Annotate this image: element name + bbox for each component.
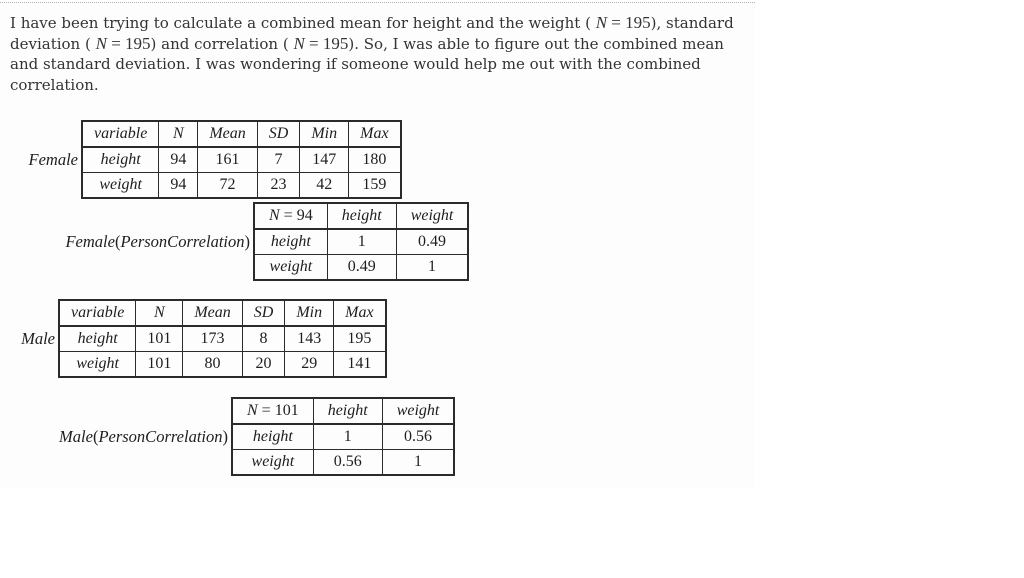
math-symbol: 1 <box>343 428 352 445</box>
table-header-cell <box>198 121 257 147</box>
math-symbol: 0.56 <box>333 453 362 470</box>
table-header-cell <box>300 121 349 147</box>
table-cell <box>257 147 300 173</box>
math-word: N <box>153 304 165 321</box>
female-correlation-table <box>253 202 469 281</box>
table-cell <box>242 326 285 352</box>
table-header-cell <box>59 300 136 326</box>
table-head <box>59 300 386 326</box>
table-header-cell <box>382 398 454 424</box>
math-word: variable <box>71 304 125 321</box>
math-segment: = 195 <box>106 34 151 53</box>
table-cell <box>82 173 159 199</box>
table-cell <box>382 424 454 450</box>
math-symbol: 147 <box>312 151 337 168</box>
math-word: N <box>247 402 258 419</box>
male-stats-label <box>14 329 58 349</box>
table-cell <box>327 229 396 255</box>
female-stats-group <box>14 120 402 199</box>
table-row <box>254 255 468 281</box>
math-symbol: 173 <box>200 330 225 347</box>
table-cell <box>334 352 386 378</box>
question-panel <box>0 2 755 488</box>
math-word: Female <box>28 149 78 169</box>
math-symbol: = 101 <box>257 402 299 419</box>
math-segment: N <box>95 34 107 53</box>
math-segment: N <box>293 34 305 53</box>
table-row <box>232 450 454 476</box>
table-cell <box>300 173 349 199</box>
question-text <box>10 12 734 96</box>
math-symbol: ( <box>92 426 99 446</box>
math-symbol: 20 <box>255 355 272 372</box>
table-cell <box>396 255 468 281</box>
table-header-cell <box>257 121 300 147</box>
table-row <box>82 147 401 173</box>
table-cell <box>334 326 386 352</box>
table-row <box>232 424 454 450</box>
math-word: Male <box>59 426 93 446</box>
female-correlation-label <box>14 232 253 252</box>
table-cell <box>327 255 396 281</box>
text-segment: ) and correlation ( <box>150 35 294 53</box>
math-symbol: = 94 <box>279 207 313 224</box>
table-cell <box>349 173 401 199</box>
math-symbol: 0.56 <box>404 428 433 445</box>
table-cell <box>59 326 136 352</box>
table-cell <box>382 450 454 476</box>
math-word: Male <box>21 328 55 348</box>
math-symbol: 159 <box>362 176 387 193</box>
math-word: PersonCorrelation <box>98 426 223 446</box>
table-row <box>82 173 401 199</box>
math-symbol: 143 <box>297 330 322 347</box>
text-segment: ). So, I was able to figure out the combined mean <box>348 35 724 53</box>
text-segment: ), standard <box>650 14 734 32</box>
table-cell <box>285 352 334 378</box>
math-word: weight <box>410 207 454 224</box>
table-head <box>254 203 468 229</box>
table-cell <box>232 424 313 450</box>
table-cell <box>254 255 327 281</box>
table-cell <box>183 326 242 352</box>
table-cell <box>59 352 136 378</box>
math-word: N <box>269 207 280 224</box>
table-header-cell <box>136 300 183 326</box>
math-symbol: 161 <box>215 151 240 168</box>
math-segment: = 195 <box>304 34 349 53</box>
male-stats-group <box>14 299 387 378</box>
math-symbol: 94 <box>170 151 187 168</box>
math-symbol: ( <box>114 231 121 251</box>
math-segment: = 195 <box>607 13 651 32</box>
question-text-line <box>10 33 734 54</box>
math-word: Min <box>296 304 323 321</box>
table-cell <box>313 450 382 476</box>
table-header-cell <box>327 203 396 229</box>
text-segment: correlation. <box>10 76 99 94</box>
math-symbol: 1 <box>428 258 437 275</box>
math-word: variable <box>94 125 148 142</box>
male-correlation-group <box>14 397 455 476</box>
math-segment: N <box>595 13 608 32</box>
math-symbol: 0.49 <box>347 258 376 275</box>
math-word: height <box>252 428 293 445</box>
question-text-line <box>10 75 734 96</box>
table-cell <box>198 147 257 173</box>
math-symbol: ) <box>222 426 228 446</box>
table-cell <box>198 173 257 199</box>
male-correlation-table <box>231 397 455 476</box>
table-header-cell <box>254 203 327 229</box>
math-symbol: 72 <box>219 176 236 193</box>
table-cell <box>183 352 242 378</box>
math-symbol: 29 <box>301 355 318 372</box>
math-word: Female <box>65 231 115 251</box>
table-cell <box>254 229 327 255</box>
math-word: height <box>77 330 118 347</box>
table-cell <box>396 229 468 255</box>
math-word: SD <box>253 304 274 321</box>
table-header-row <box>232 398 454 424</box>
table-cell <box>136 326 183 352</box>
table-header-cell <box>334 300 386 326</box>
table-cell <box>257 173 300 199</box>
table-cell <box>159 147 198 173</box>
table-header-cell <box>313 398 382 424</box>
table-body <box>82 147 401 198</box>
math-word: height <box>100 151 141 168</box>
table-cell <box>82 147 159 173</box>
table-header-cell <box>232 398 313 424</box>
table-cell <box>313 424 382 450</box>
text-segment: deviation ( <box>10 35 96 53</box>
table-cell <box>300 147 349 173</box>
male-correlation-label <box>14 427 231 447</box>
math-symbol: 94 <box>170 176 187 193</box>
table-header-cell <box>183 300 242 326</box>
question-text-line <box>10 54 734 75</box>
math-symbol: ) <box>244 231 250 251</box>
math-symbol: 101 <box>147 330 172 347</box>
math-word: N <box>172 125 184 142</box>
math-word: height <box>270 233 311 250</box>
table-body <box>59 326 386 377</box>
female-stats-table <box>81 120 402 199</box>
text-segment: I have been trying to calculate a combined mean for height and the weight ( <box>10 14 596 32</box>
math-word: weight <box>269 258 313 275</box>
math-symbol: 180 <box>362 151 387 168</box>
math-symbol: 7 <box>274 151 283 168</box>
math-symbol: 23 <box>270 176 287 193</box>
table-header-cell <box>159 121 198 147</box>
male-stats-table <box>58 299 387 378</box>
table-cell <box>242 352 285 378</box>
math-word: PersonCorrelation <box>120 231 245 251</box>
table-header-cell <box>396 203 468 229</box>
math-symbol: 195 <box>347 330 372 347</box>
table-row <box>59 326 386 352</box>
math-word: height <box>327 402 368 419</box>
table-header-cell <box>285 300 334 326</box>
math-word: weight <box>251 453 295 470</box>
math-symbol: 1 <box>414 453 423 470</box>
table-header-cell <box>82 121 159 147</box>
question-text-line <box>10 12 734 33</box>
math-word: weight <box>99 176 142 193</box>
table-cell <box>232 450 313 476</box>
math-symbol: 0.49 <box>418 233 447 250</box>
table-body <box>232 424 454 475</box>
math-word: Max <box>360 125 389 142</box>
table-cell <box>349 147 401 173</box>
female-stats-label <box>14 150 81 170</box>
table-cell <box>285 326 334 352</box>
table-header-cell <box>349 121 401 147</box>
math-word: Min <box>311 125 338 142</box>
math-symbol: 80 <box>204 355 221 372</box>
math-word: height <box>341 207 382 224</box>
table-header-cell <box>242 300 285 326</box>
math-word: Max <box>345 304 374 321</box>
math-word: SD <box>268 125 289 142</box>
table-row <box>254 229 468 255</box>
table-cell <box>136 352 183 378</box>
math-symbol: 42 <box>316 176 333 193</box>
table-header-row <box>59 300 386 326</box>
math-symbol: 8 <box>259 330 268 347</box>
table-head <box>232 398 454 424</box>
table-head <box>82 121 401 147</box>
text-segment: and standard deviation. I was wondering if someone would help me out with the combined <box>10 55 701 73</box>
math-word: Mean <box>194 304 231 321</box>
math-symbol: 101 <box>147 355 172 372</box>
table-row <box>59 352 386 378</box>
table-header-row <box>82 121 401 147</box>
math-symbol: 141 <box>347 355 372 372</box>
math-word: weight <box>76 355 119 372</box>
math-symbol: 1 <box>357 233 366 250</box>
math-word: Mean <box>209 125 246 142</box>
math-word: weight <box>396 402 440 419</box>
table-body <box>254 229 468 280</box>
table-header-row <box>254 203 468 229</box>
female-correlation-group <box>14 202 469 281</box>
table-cell <box>159 173 198 199</box>
